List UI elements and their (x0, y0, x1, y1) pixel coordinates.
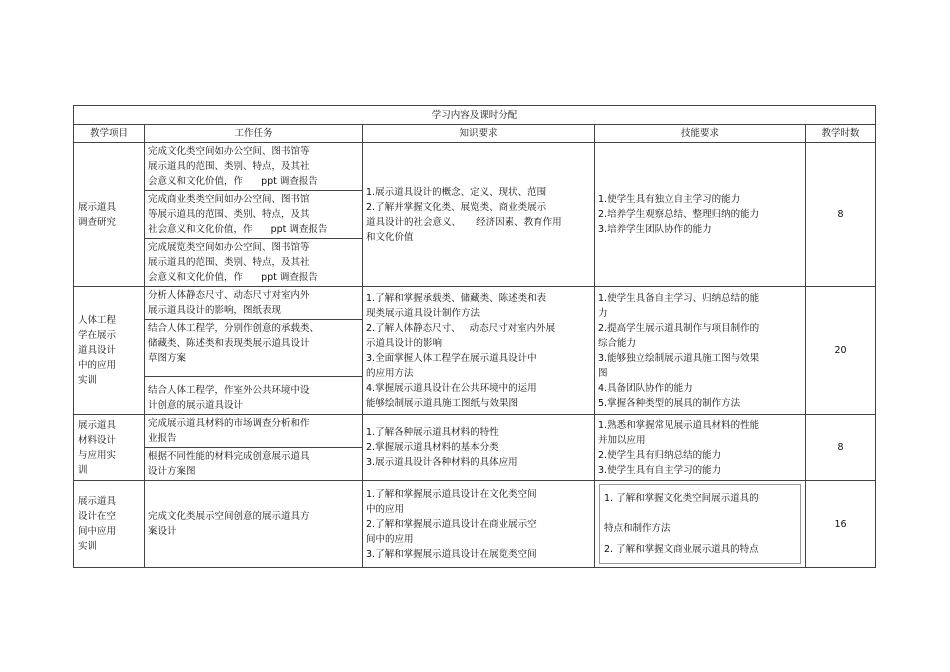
task-item: 根据不同性能的材料完成创意展示道具 设计方案图 (148, 451, 310, 477)
skills-cell: 1.使学生具有独立自主学习的能力 2.培养学生观察总结、整理归纳的能力 3.培养学生团队协作的能力 (595, 143, 806, 287)
project-cell: 人体工程 学在展示 道具设计 中的应用 实训 (74, 287, 145, 415)
table-header-row (74, 125, 876, 143)
table-title: 学习内容及课时分配 (74, 106, 876, 125)
hours-cell: 16 (806, 481, 876, 568)
header-task: 工作任务 (145, 125, 363, 143)
table-row (74, 415, 876, 481)
task-item: 完成展示道具材料的市场调查分析和作 业报告 (145, 415, 362, 448)
hours-cell: 8 (806, 143, 876, 287)
task-item: 完成商业类类空间如办公空间、图书馆 等展示道具的范围、类别、特点，及其 社会意义和文化价值，作 ppt 调查报告 (145, 191, 362, 239)
skills-item: 1. 了解和掌握文化类空间展示道具的 特点和制作方法 (604, 493, 759, 534)
task-cell: 完成文化类展示空间创意的展示道具方 案设计 (145, 481, 363, 568)
project-cell: 展示道具 材料设计 与应用实 训 (74, 415, 145, 481)
project-cell: 展示道具 设计在空 间中应用 实训 (74, 481, 145, 568)
hours-cell: 8 (806, 415, 876, 481)
task-item: 结合人体工程学，分别作创意的承载类、 储藏类、陈述类和表现类展示道具设计 草图方案 (145, 320, 362, 377)
task-item: 结合人体工程学，作室外公共环境中设 计创意的展示道具设计 (148, 385, 310, 411)
hours-cell: 20 (806, 287, 876, 415)
project-cell: 展示道具 调查研究 (74, 143, 145, 287)
skills-inner-box (599, 484, 801, 564)
table-title-row (74, 106, 876, 125)
header-knowledge: 知识要求 (363, 125, 595, 143)
table-row (74, 481, 876, 568)
skills-cell: 1.熟悉和掌握常见展示道具材料的性能 并加以应用 2.使学生具有归纳总结的能力 3.使学生具有自主学习的能力 (595, 415, 806, 481)
header-hours: 教学时数 (806, 125, 876, 143)
header-project: 教学项目 (74, 125, 145, 143)
table-row (74, 143, 876, 287)
knowledge-cell: 1.了解和掌握展示道具设计在文化类空间 中的应用 2.了解和掌握展示道具设计在商业展示空 间中的应用 3.了解和掌握展示道具设计在展览类空间 (363, 481, 595, 568)
skills-cell (595, 481, 806, 568)
task-cell (145, 287, 363, 415)
task-cell (145, 415, 363, 481)
task-item: 分析人体静态尺寸、动态尺寸对室内外 展示道具设计的影响，图纸表现 (145, 287, 362, 320)
task-item: 完成文化类空间如办公空间、图书馆等 展示道具的范围、类别、特点，及其社 会意义和文化价值，作 ppt 调查报告 (145, 143, 362, 191)
task-item: 完成展览类空间如办公空间、图书馆等 展示道具的范围、类别、特点，及其社 会意义和文化价值，作 ppt 调查报告 (148, 242, 318, 283)
skills-cell: 1.使学生具备自主学习、归纳总结的能 力 2.提高学生展示道具制作与项目制作的 综合能力 3.能够独立绘制展示道具施工图与效果 图 4.具备团队协作的能力 5.掌握各种类型的展具的制作方法 (595, 287, 806, 415)
header-skills: 技能要求 (595, 125, 806, 143)
task-cell (145, 143, 363, 287)
course-plan-table (73, 105, 876, 568)
knowledge-cell: 1.了解各种展示道具材料的特性 2.掌握展示道具材料的基本分类 3.展示道具设计各种材料的具体应用 (363, 415, 595, 481)
knowledge-cell: 1.了解和掌握承载类、储藏类、陈述类和表 现类展示道具设计制作方法 2.了解人体静态尺寸、 动态尺寸对室内外展 示道具设计的影响 3.全面掌握人体工程学在展示道具设计中 的应用方法 4.掌握展示道具设计在公共环境中的运用 能够绘制展示道具施工图纸与效果图 (363, 287, 595, 415)
table-row (74, 287, 876, 415)
knowledge-cell: 1.展示道具设计的概念、定义、现状、范围 2.了解并掌握文化类、展览类、商业类展示 道具设计的社会意义、 经济因素、教育作用 和文化价值 (363, 143, 595, 287)
skills-item: 2. 了解和掌握文商业展示道具的特点 (604, 544, 759, 555)
